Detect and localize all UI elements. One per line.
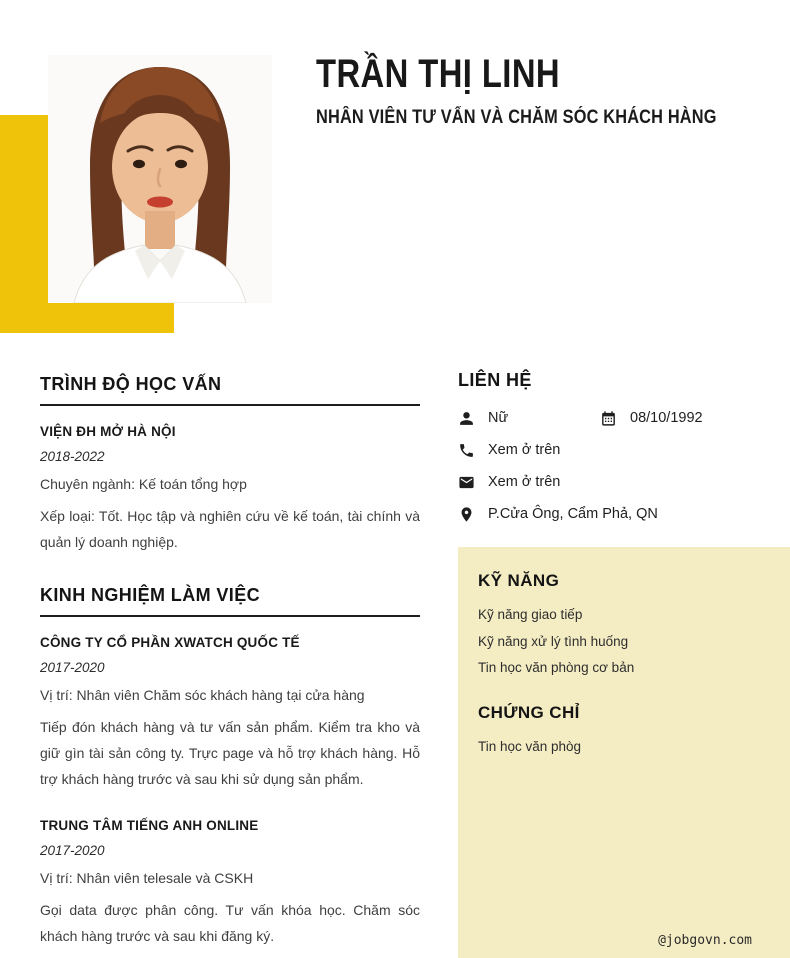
- contact-row-gender-birthday: [458, 402, 790, 434]
- experience-period: 2017-2020: [40, 660, 105, 676]
- contact-rows: [458, 402, 790, 530]
- candidate-job-title: NHÂN VIÊN TƯ VẤN VÀ CHĂM SÓC KHÁCH HÀNG: [316, 107, 717, 128]
- contact-row-address: [458, 498, 790, 530]
- education-detail: Xếp loại: Tốt. Học tập và nghiên cứu về kế toán, tài chính và quản lý doanh nghiệp.: [40, 508, 420, 551]
- birthday-value: 08/10/1992: [630, 410, 703, 426]
- skills-panel-content: [458, 547, 790, 753]
- calendar-icon: [600, 410, 617, 427]
- skill-item: Kỹ năng giao tiếp: [478, 607, 583, 622]
- contact-heading: LIÊN HỆ: [458, 370, 532, 390]
- education-period: 2018-2022: [40, 449, 105, 465]
- header: [316, 54, 782, 129]
- skills-panel: [458, 547, 790, 958]
- phone-value: Xem ở trên: [488, 442, 561, 458]
- email-icon: [458, 474, 475, 491]
- left-column: [40, 371, 420, 949]
- experience-entry: [40, 818, 420, 949]
- company-name: CÔNG TY CỔ PHẦN XWATCH QUỐC TẾ: [40, 635, 300, 651]
- skills-heading: KỸ NĂNG: [478, 571, 560, 590]
- education-section: [40, 371, 420, 555]
- contact-row-phone: [458, 434, 790, 466]
- skill-item: Tin học văn phòng cơ bản: [478, 660, 635, 675]
- experience-position: Vị trí: Nhân viên Chăm sóc khách hàng tại cửa hàng: [40, 687, 365, 704]
- gender-cell: [458, 410, 600, 427]
- experience-position: Vị trí: Nhân viên telesale và CSKH: [40, 870, 254, 887]
- education-detail: Chuyên ngành: Kế toán tổng hợp: [40, 476, 247, 493]
- experience-entry: [40, 635, 420, 792]
- watermark: @jobgovn.com: [658, 933, 752, 948]
- experience-description: Gọi data được phân công. Tư vấn khóa học. Chăm sóc khách hàng trước và sau khi đăng ký.: [40, 902, 420, 945]
- certificates-heading: CHỨNG CHỈ: [478, 702, 580, 722]
- experience-heading: KINH NGHIỆM LÀM VIỆC: [40, 585, 261, 606]
- education-entry: [40, 424, 420, 555]
- location-icon: [458, 506, 475, 523]
- skill-item: Kỹ năng xử lý tình huống: [478, 633, 629, 649]
- contact-row-email: [458, 466, 790, 498]
- company-name: TRUNG TÂM TIẾNG ANH ONLINE: [40, 818, 259, 834]
- profile-photo: [48, 55, 272, 303]
- email-value: Xem ở trên: [488, 474, 561, 490]
- address-value: P.Cửa Ông, Cẩm Phả, QN: [488, 506, 658, 522]
- candidate-name: TRẦN THỊ LINH: [316, 52, 561, 96]
- certificate-item: Tin học văn phòg: [478, 738, 582, 754]
- section-divider: [40, 404, 420, 406]
- person-icon: [458, 410, 475, 427]
- birthday-cell: [600, 410, 703, 427]
- school-name: VIỆN ĐH MỞ HÀ NỘI: [40, 424, 176, 440]
- experience-description: Tiếp đón khách hàng và tư vấn sản phẩm. Kiểm tra kho và giữ gìn tài sản công ty. Trực page và hỗ trợ khách hàng. Hỗ trợ khách hàng trước và sau khi sử dụng sản phẩm.: [40, 719, 420, 788]
- experience-period: 2017-2020: [40, 843, 105, 859]
- gender-value: Nữ: [488, 410, 509, 426]
- education-heading: TRÌNH ĐỘ HỌC VẤN: [40, 374, 222, 394]
- experience-section: [40, 582, 420, 949]
- contact-section: [458, 370, 790, 530]
- section-divider: [40, 615, 420, 617]
- portrait-illustration: [48, 55, 272, 303]
- phone-icon: [458, 442, 475, 459]
